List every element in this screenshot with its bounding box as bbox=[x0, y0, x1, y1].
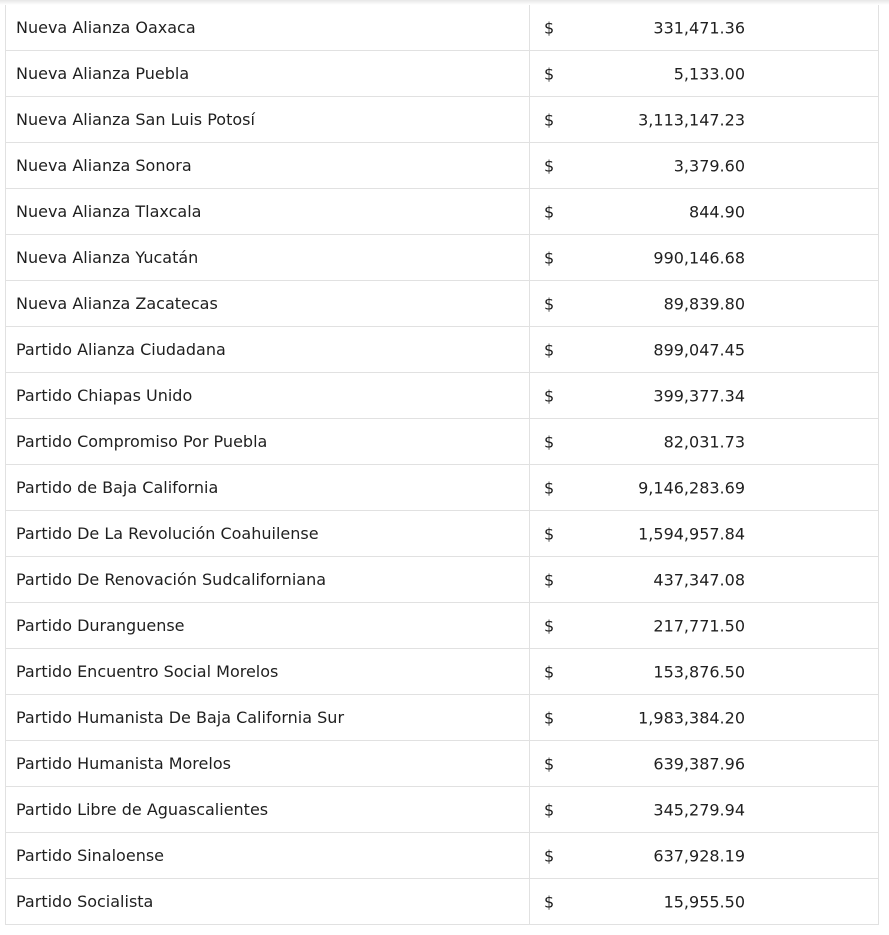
party-name-cell[interactable]: Partido Humanista De Baja California Sur bbox=[6, 695, 530, 741]
amount-cell[interactable] bbox=[530, 741, 879, 787]
amount-value: 1,983,384.20 bbox=[638, 708, 745, 727]
table-row bbox=[6, 511, 879, 557]
currency-symbol: $ bbox=[544, 846, 555, 865]
amount-value: 899,047.45 bbox=[653, 340, 745, 359]
amount-cell[interactable] bbox=[530, 511, 879, 557]
party-name-cell[interactable]: Partido Duranguense bbox=[6, 603, 530, 649]
party-name-cell[interactable]: Partido De La Revolución Coahuilense bbox=[6, 511, 530, 557]
table-body bbox=[6, 5, 879, 925]
currency-symbol: $ bbox=[544, 202, 555, 221]
amount-cell[interactable] bbox=[530, 419, 879, 465]
currency-symbol: $ bbox=[544, 156, 555, 175]
table-row bbox=[6, 373, 879, 419]
amount-value: 399,377.34 bbox=[653, 386, 745, 405]
amount-value: 1,594,957.84 bbox=[638, 524, 745, 543]
amount-cell[interactable] bbox=[530, 5, 879, 51]
currency-symbol: $ bbox=[544, 478, 555, 497]
party-name-cell[interactable]: Nueva Alianza San Luis Potosí bbox=[6, 97, 530, 143]
party-name-cell[interactable]: Partido De Renovación Sudcaliforniana bbox=[6, 557, 530, 603]
currency-symbol: $ bbox=[544, 570, 555, 589]
party-name-cell[interactable]: Partido Libre de Aguascalientes bbox=[6, 787, 530, 833]
currency-symbol: $ bbox=[544, 892, 555, 911]
amount-cell[interactable] bbox=[530, 603, 879, 649]
currency-symbol: $ bbox=[544, 524, 555, 543]
amount-value: 331,471.36 bbox=[653, 18, 745, 37]
currency-symbol: $ bbox=[544, 18, 555, 37]
party-name-cell[interactable]: Nueva Alianza Oaxaca bbox=[6, 5, 530, 51]
amount-cell[interactable] bbox=[530, 51, 879, 97]
table-row bbox=[6, 603, 879, 649]
currency-symbol: $ bbox=[544, 64, 555, 83]
table-row bbox=[6, 327, 879, 373]
party-name-cell[interactable]: Partido Socialista bbox=[6, 879, 530, 925]
amount-cell[interactable] bbox=[530, 97, 879, 143]
amount-value: 15,955.50 bbox=[663, 892, 745, 911]
amount-value: 3,379.60 bbox=[673, 156, 745, 175]
amount-value: 3,113,147.23 bbox=[638, 110, 745, 129]
amount-cell[interactable] bbox=[530, 373, 879, 419]
party-name-cell[interactable]: Nueva Alianza Zacatecas bbox=[6, 281, 530, 327]
amount-value: 5,133.00 bbox=[673, 64, 745, 83]
amount-value: 639,387.96 bbox=[653, 754, 745, 773]
table-row bbox=[6, 5, 879, 51]
party-name-cell[interactable]: Partido Sinaloense bbox=[6, 833, 530, 879]
currency-symbol: $ bbox=[544, 616, 555, 635]
amount-cell[interactable] bbox=[530, 787, 879, 833]
amount-value: 89,839.80 bbox=[663, 294, 745, 313]
party-name-cell[interactable]: Partido Humanista Morelos bbox=[6, 741, 530, 787]
currency-symbol: $ bbox=[544, 294, 555, 313]
amount-value: 9,146,283.69 bbox=[638, 478, 745, 497]
table-row bbox=[6, 97, 879, 143]
party-name-cell[interactable]: Partido Chiapas Unido bbox=[6, 373, 530, 419]
party-amounts-table bbox=[5, 5, 879, 925]
party-name-cell[interactable]: Nueva Alianza Puebla bbox=[6, 51, 530, 97]
amount-value: 217,771.50 bbox=[653, 616, 745, 635]
table-row bbox=[6, 189, 879, 235]
amount-value: 990,146.68 bbox=[653, 248, 745, 267]
party-name-cell[interactable]: Partido Alianza Ciudadana bbox=[6, 327, 530, 373]
amount-cell[interactable] bbox=[530, 695, 879, 741]
amount-cell[interactable] bbox=[530, 465, 879, 511]
table-row bbox=[6, 695, 879, 741]
currency-symbol: $ bbox=[544, 248, 555, 267]
table-row bbox=[6, 281, 879, 327]
currency-symbol: $ bbox=[544, 386, 555, 405]
currency-symbol: $ bbox=[544, 800, 555, 819]
amount-cell[interactable] bbox=[530, 235, 879, 281]
amount-value: 637,928.19 bbox=[653, 846, 745, 865]
currency-symbol: $ bbox=[544, 340, 555, 359]
amount-cell[interactable] bbox=[530, 649, 879, 695]
table-row bbox=[6, 143, 879, 189]
table-row bbox=[6, 741, 879, 787]
party-name-cell[interactable]: Nueva Alianza Tlaxcala bbox=[6, 189, 530, 235]
party-name-cell[interactable]: Nueva Alianza Yucatán bbox=[6, 235, 530, 281]
currency-symbol: $ bbox=[544, 110, 555, 129]
party-name-cell[interactable]: Partido Compromiso Por Puebla bbox=[6, 419, 530, 465]
amount-cell[interactable] bbox=[530, 833, 879, 879]
table-row bbox=[6, 787, 879, 833]
currency-symbol: $ bbox=[544, 662, 555, 681]
amount-cell[interactable] bbox=[530, 879, 879, 925]
amount-value: 345,279.94 bbox=[653, 800, 745, 819]
amount-value: 437,347.08 bbox=[653, 570, 745, 589]
amount-cell[interactable] bbox=[530, 281, 879, 327]
party-name-cell[interactable]: Nueva Alianza Sonora bbox=[6, 143, 530, 189]
currency-symbol: $ bbox=[544, 754, 555, 773]
amount-cell[interactable] bbox=[530, 189, 879, 235]
amount-value: 844.90 bbox=[689, 202, 745, 221]
table-row bbox=[6, 649, 879, 695]
amount-value: 153,876.50 bbox=[653, 662, 745, 681]
table-row bbox=[6, 557, 879, 603]
currency-symbol: $ bbox=[544, 432, 555, 451]
table-row bbox=[6, 879, 879, 925]
table-row bbox=[6, 235, 879, 281]
amount-value: 82,031.73 bbox=[663, 432, 745, 451]
party-name-cell[interactable]: Partido de Baja California bbox=[6, 465, 530, 511]
table-row bbox=[6, 51, 879, 97]
table-row bbox=[6, 419, 879, 465]
currency-symbol: $ bbox=[544, 708, 555, 727]
amount-cell[interactable] bbox=[530, 557, 879, 603]
table-row bbox=[6, 465, 879, 511]
party-name-cell[interactable]: Partido Encuentro Social Morelos bbox=[6, 649, 530, 695]
amount-cell[interactable] bbox=[530, 143, 879, 189]
table-row bbox=[6, 833, 879, 879]
amount-cell[interactable] bbox=[530, 327, 879, 373]
